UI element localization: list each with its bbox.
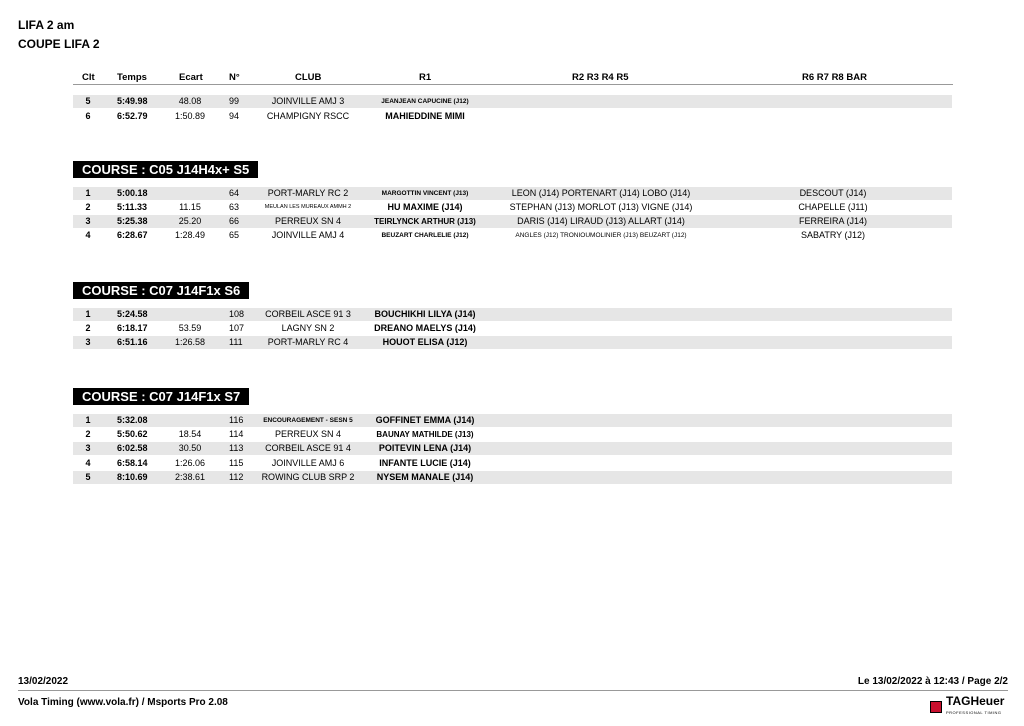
cell-ecart: 2:38.61	[174, 472, 206, 482]
course-title: COURSE : C07 J14F1x S6	[73, 282, 249, 299]
tagheuer-subtitle: PROFESSIONAL TIMING	[946, 710, 1002, 715]
cell-num: 115	[229, 458, 244, 468]
cell-club: CORBEIL ASCE 91 4	[265, 443, 351, 453]
table-row	[73, 187, 952, 200]
cell-r1: POITEVIN LENA (J14)	[378, 443, 472, 453]
table-row	[73, 442, 952, 455]
col-r6: R6 R7 R8 BAR	[802, 72, 867, 83]
footer-date: 13/02/2022	[18, 676, 69, 687]
cell-ecart: 53.59	[178, 323, 202, 333]
cell-temps: 5:32.08	[117, 415, 148, 425]
cell-r1: BAUNAY MATHILDE (J13)	[376, 430, 474, 439]
cell-r1: NYSEM MANALE (J14)	[376, 472, 474, 482]
cell-temps: 6:02.58	[117, 443, 148, 453]
cell-club: CHAMPIGNY RSCC	[266, 111, 350, 121]
cell-ecart	[165, 308, 215, 321]
cell-num: 94	[229, 111, 240, 121]
cell-temps: 6:52.79	[117, 111, 148, 121]
cell-num: 111	[229, 337, 243, 347]
course-title: COURSE : C07 J14F1x S7	[73, 388, 249, 405]
cell-clt: 5	[85, 472, 91, 482]
cell-r1: MAHIEDDINE MIMI	[385, 111, 465, 121]
cell-clt: 1	[85, 309, 91, 319]
cell-temps: 6:28.67	[117, 230, 148, 240]
table-row	[73, 308, 952, 321]
cell-ecart: 1:50.89	[174, 111, 206, 121]
table-row	[73, 95, 952, 108]
cell-temps: 5:50.62	[117, 429, 148, 439]
cell-num: 113	[229, 443, 244, 453]
doc-subtitle: COUPE LIFA 2	[18, 37, 100, 51]
cell-club: LAGNY SN 2	[281, 323, 335, 333]
cell-clt: 2	[85, 202, 91, 212]
table-row	[73, 414, 952, 427]
cell-club: ENCOURAGEMENT - SESN 5	[263, 417, 353, 424]
footer-divider	[18, 690, 1008, 691]
cell-r1: HOUOT ELISA (J12)	[382, 337, 468, 347]
cell-ecart: 30.50	[178, 443, 202, 453]
cell-clt: 1	[85, 188, 91, 198]
cell-temps: 5:24.58	[117, 309, 148, 319]
cell-clt: 4	[85, 230, 91, 240]
cell-ecart: 18.54	[178, 429, 202, 439]
cell-clt: 6	[85, 111, 91, 121]
cell-num: 64	[229, 188, 240, 198]
cell-temps: 6:51.16	[117, 337, 148, 347]
col-club: CLUB	[295, 72, 322, 83]
cell-r1: HU MAXIME (J14)	[387, 202, 463, 212]
cell-r6: DESCOUT (J14)	[799, 188, 867, 198]
cell-club: JOINVILLE AMJ 4	[271, 230, 345, 240]
col-r2: R2 R3 R4 R5	[572, 72, 629, 83]
cell-temps: 6:58.14	[117, 458, 148, 468]
cell-clt: 3	[85, 337, 91, 347]
footer-credit: Vola Timing (www.vola.fr) / Msports Pro 2.08	[18, 697, 228, 708]
cell-clt: 1	[85, 415, 91, 425]
cell-r1: JEANJEAN CAPUCINE (J12)	[381, 98, 469, 105]
cell-ecart: 48.08	[178, 96, 202, 106]
cell-r1: TEIRLYNCK ARTHUR (J13)	[374, 217, 476, 226]
cell-r1: MARGOTTIN VINCENT (J13)	[381, 190, 469, 197]
tagheuer-logo	[930, 696, 1004, 718]
cell-num: 107	[229, 323, 245, 333]
table-row	[73, 110, 952, 123]
table-row	[73, 201, 952, 214]
cell-num: 66	[229, 216, 240, 226]
cell-club: JOINVILLE AMJ 3	[271, 96, 345, 106]
cell-ecart	[165, 187, 215, 200]
table-row	[73, 471, 952, 484]
cell-clt: 3	[85, 216, 91, 226]
cell-r1: INFANTE LUCIE (J14)	[379, 458, 471, 468]
cell-club: PERREUX SN 4	[274, 429, 342, 439]
cell-r1: DREANO MAELYS (J14)	[374, 323, 476, 333]
cell-clt: 3	[85, 443, 91, 453]
cell-ecart: 1:26.58	[174, 337, 206, 347]
table-row	[73, 457, 952, 470]
table-row	[73, 428, 952, 441]
cell-club: PORT-MARLY RC 2	[267, 188, 349, 198]
cell-clt: 2	[85, 323, 91, 333]
cell-clt: 2	[85, 429, 91, 439]
cell-ecart: 1:28.49	[174, 230, 206, 240]
cell-clt: 4	[85, 458, 91, 468]
cell-r2: STEPHAN (J13) MORLOT (J13) VIGNE (J14)	[509, 202, 693, 212]
cell-r6: SABATRY (J12)	[800, 230, 866, 240]
table-row	[73, 229, 952, 242]
footer-page-info: Le 13/02/2022 à 12:43 / Page 2/2	[857, 676, 1008, 687]
cell-r1: BEUZART CHARLELIE (J12)	[381, 232, 469, 239]
cell-temps: 5:25.38	[117, 216, 148, 226]
tagheuer-brand: TAGHeuer	[946, 694, 1005, 708]
cell-temps: 5:00.18	[117, 188, 148, 198]
cell-club: PORT-MARLY RC 4	[267, 337, 349, 347]
cell-clt: 5	[85, 96, 91, 106]
col-num: N°	[229, 72, 240, 83]
col-r1: R1	[419, 72, 432, 83]
cell-r2: ANGLES (J12) TRONIOUMOLINIER (J13) BEUZART (J12)	[515, 232, 687, 239]
cell-club: CORBEIL ASCE 91 3	[265, 309, 351, 319]
cell-num: 114	[229, 429, 244, 439]
col-ecart: Ecart	[179, 72, 203, 83]
cell-temps: 6:18.17	[117, 323, 148, 333]
cell-club: MEULAN LES MUREAUX AMMH 2	[264, 204, 352, 210]
header-divider	[73, 84, 953, 85]
cell-num: 99	[229, 96, 240, 106]
table-row	[73, 322, 952, 335]
cell-club: JOINVILLE AMJ 6	[271, 458, 345, 468]
cell-temps: 8:10.69	[117, 472, 148, 482]
doc-title: LIFA 2 am	[18, 18, 75, 32]
tagheuer-shield-icon	[930, 701, 942, 713]
cell-club: PERREUX SN 4	[274, 216, 342, 226]
cell-r2: LEON (J14) PORTENART (J14) LOBO (J14)	[511, 188, 691, 198]
table-row	[73, 336, 952, 349]
col-clt: Clt	[82, 72, 95, 83]
cell-num: 108	[229, 309, 245, 319]
cell-num: 63	[229, 202, 240, 212]
cell-num: 116	[229, 415, 244, 425]
cell-r6: CHAPELLE (J11)	[798, 202, 868, 212]
cell-r6: FERREIRA (J14)	[798, 216, 867, 226]
cell-ecart: 11.15	[179, 202, 201, 212]
cell-r2: DARIS (J14) LIRAUD (J13) ALLART (J14)	[517, 216, 685, 226]
cell-ecart: 25.20	[178, 216, 202, 226]
cell-temps: 5:49.98	[117, 96, 148, 106]
cell-num: 112	[229, 472, 244, 482]
col-temps: Temps	[117, 72, 147, 83]
cell-r1: GOFFINET EMMA (J14)	[375, 415, 475, 425]
cell-r1: BOUCHIKHI LILYA (J14)	[374, 309, 476, 319]
cell-ecart	[165, 414, 215, 427]
cell-temps: 5:11.33	[117, 202, 148, 212]
cell-club: ROWING CLUB SRP 2	[261, 472, 355, 482]
table-row	[73, 215, 952, 228]
cell-ecart: 1:26.06	[174, 458, 206, 468]
cell-num: 65	[229, 230, 240, 240]
course-title: COURSE : C05 J14H4x+ S5	[73, 161, 258, 178]
